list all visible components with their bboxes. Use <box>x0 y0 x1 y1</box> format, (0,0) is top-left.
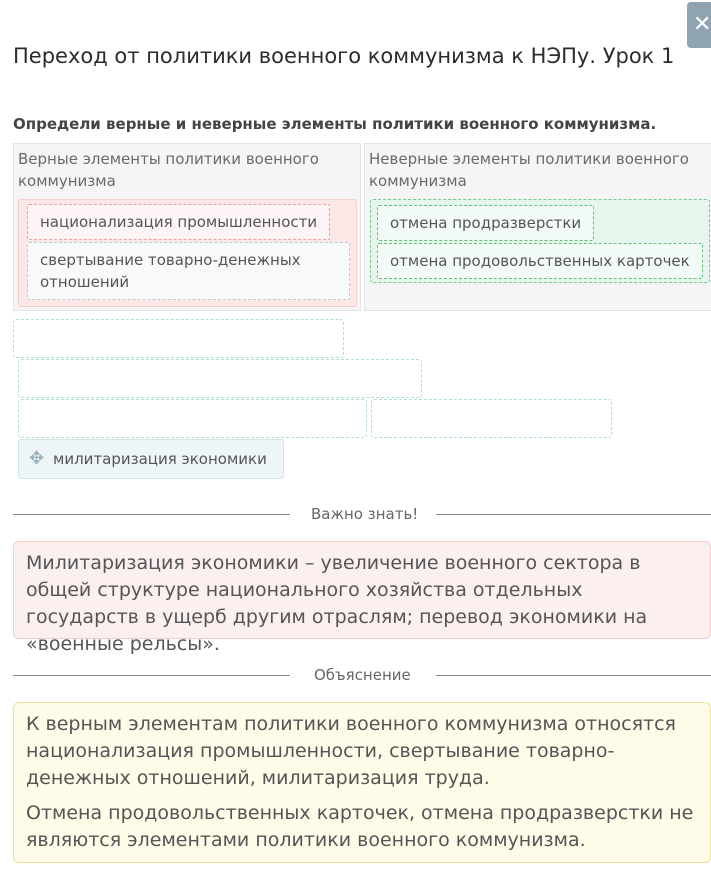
divider-line <box>13 675 290 676</box>
column-correct <box>13 143 361 311</box>
drop-zone-incorrect[interactable] <box>370 199 710 283</box>
empty-slot <box>18 399 367 438</box>
answer-chip[interactable]: свертывание товарно-денежных отношений <box>27 242 350 300</box>
column-incorrect <box>364 143 711 311</box>
answer-chip[interactable]: отмена продразверстки <box>377 205 594 241</box>
important-note-text: Милитаризация экономики – увеличение военного сектора в общей структуре национального хозяйства отдельных государств в ущерб другим отраслям; перевод экономики на «военные рельсы». <box>26 552 648 655</box>
divider-line <box>436 514 711 515</box>
drop-zone-correct[interactable] <box>18 199 357 307</box>
important-divider-label: Важно знать! <box>311 505 419 523</box>
answer-chip[interactable]: национализация промышленности <box>27 204 330 240</box>
explanation-divider-label: Объяснение <box>314 666 411 684</box>
important-note <box>13 541 711 655</box>
empty-slot <box>18 359 422 398</box>
page-title: Переход от политики военного коммунизма к НЭПу. Урок 1 <box>13 44 675 68</box>
move-icon: ✥ <box>29 448 45 469</box>
explanation-paragraph: К верным элементам политики военного коммунизма относятся национализация промышленности, свертывание товарно-денежных отношений, милитаризация труда. <box>26 713 676 789</box>
answer-chip[interactable]: отмена продовольственных карточек <box>377 243 703 279</box>
answer-chip-label: милитаризация экономики <box>53 450 267 468</box>
column-correct-heading: Верные элементы политики военного коммунизма <box>18 150 319 190</box>
close-button[interactable] <box>687 2 711 48</box>
explanation-note <box>13 702 711 863</box>
close-icon: ✕ <box>693 12 711 37</box>
column-incorrect-heading: Неверные элементы политики военного коммунизма <box>369 150 689 190</box>
explanation-paragraph: Отмена продовольственных карточек, отмена продразверстки не являются элементами политики военного коммунизма. <box>26 802 694 851</box>
empty-slot <box>371 399 612 438</box>
divider-line <box>13 514 290 515</box>
task-instruction: Определи верные и неверные элементы политики военного коммунизма. <box>13 115 657 133</box>
empty-slot <box>13 319 344 358</box>
divider-line <box>436 675 711 676</box>
draggable-answer-chip[interactable] <box>18 439 284 479</box>
